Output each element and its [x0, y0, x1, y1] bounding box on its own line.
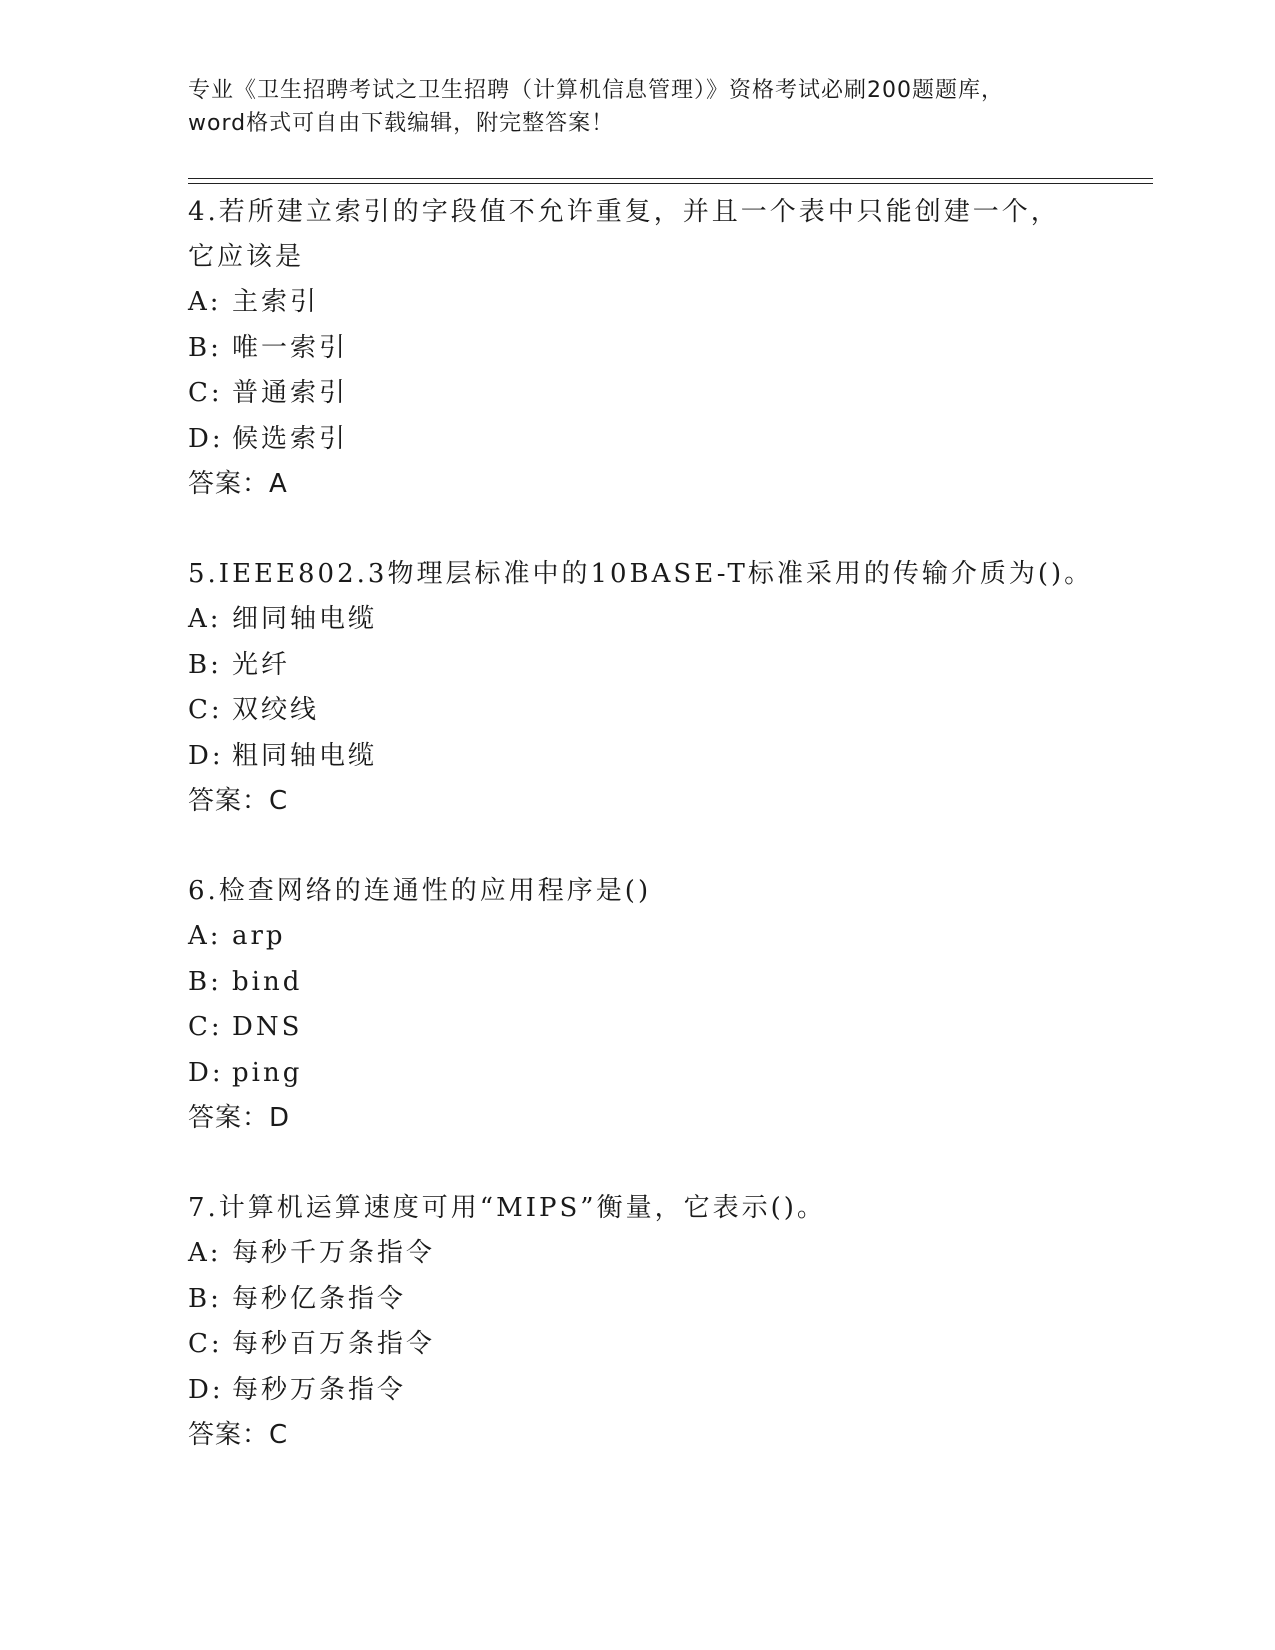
question-4: [188, 190, 1148, 506]
question-5: [188, 552, 1148, 823]
header-line-2: word格式可自由下载编辑，附完整答案！: [188, 111, 615, 136]
option-letter: B:: [188, 649, 222, 680]
option-d: [188, 734, 1148, 780]
question-6: [188, 869, 1148, 1140]
question-list: [188, 190, 1148, 1503]
option-text: 细同轴电缆: [232, 604, 378, 634]
option-letter: C:: [188, 378, 223, 408]
option-letter: A:: [188, 921, 222, 951]
option-letter: A:: [188, 1238, 222, 1268]
option-letter: D:: [188, 740, 224, 771]
option-c: [188, 371, 1148, 417]
option-text: 双绞线: [232, 695, 320, 725]
option-text: bind: [232, 966, 303, 997]
header-divider-top: [188, 178, 1153, 179]
option-a: [188, 1231, 1148, 1277]
option-letter: A:: [188, 604, 222, 634]
option-text: 每秒千万条指令: [232, 1238, 436, 1268]
question-7: [188, 1186, 1148, 1457]
option-letter: D:: [188, 1374, 224, 1405]
option-text: ping: [232, 1057, 303, 1088]
option-letter: B:: [188, 1283, 222, 1314]
answer-line: 答案：A: [188, 469, 288, 499]
option-d: [188, 417, 1148, 463]
header-line-1: 专业《卫生招聘考试之卫生招聘（计算机信息管理）》资格考试必刷200题题库，: [188, 78, 1004, 103]
option-letter: C:: [188, 695, 223, 725]
option-b: [188, 1277, 1148, 1323]
option-a: [188, 597, 1148, 643]
option-c: [188, 688, 1148, 734]
option-letter: C:: [188, 1012, 223, 1042]
option-a: [188, 914, 1148, 960]
question-stem-continued: 它应该是: [188, 242, 305, 272]
option-c: [188, 1005, 1148, 1051]
question-stem: 6.检查网络的连通性的应用程序是(): [188, 876, 652, 906]
option-text: 唯一索引: [232, 332, 349, 363]
option-text: arp: [232, 921, 286, 951]
header-divider-bottom: [188, 183, 1153, 184]
option-text: DNS: [232, 1012, 303, 1042]
option-d: [188, 1368, 1148, 1414]
option-b: [188, 326, 1148, 372]
document-header: [188, 74, 1088, 140]
option-text: 光纤: [232, 649, 291, 680]
option-b: [188, 643, 1148, 689]
option-c: [188, 1322, 1148, 1368]
option-letter: A:: [188, 287, 222, 317]
option-letter: D:: [188, 423, 224, 454]
option-letter: D:: [188, 1057, 224, 1088]
option-text: 每秒万条指令: [232, 1374, 407, 1405]
option-a: [188, 280, 1148, 326]
option-text: 每秒百万条指令: [232, 1329, 436, 1359]
question-stem: 7.计算机运算速度可用“MIPS”衡量，它表示()。: [188, 1193, 826, 1223]
answer-line: 答案：C: [188, 1420, 289, 1450]
option-letter: C:: [188, 1329, 223, 1359]
option-text: 候选索引: [232, 423, 349, 454]
option-text: 每秒亿条指令: [232, 1283, 407, 1314]
option-d: [188, 1051, 1148, 1097]
question-stem: 5.IEEE802.3物理层标准中的10BASE-T标准采用的传输介质为()。: [188, 559, 1094, 589]
question-stem: 4.若所建立索引的字段值不允许重复，并且一个表中只能创建一个，: [188, 197, 1060, 227]
answer-line: 答案：C: [188, 786, 289, 816]
option-letter: B:: [188, 332, 222, 363]
answer-line: 答案：D: [188, 1103, 291, 1133]
option-text: 普通索引: [232, 378, 349, 408]
option-text: 主索引: [232, 287, 320, 317]
option-b: [188, 960, 1148, 1006]
option-letter: B:: [188, 966, 222, 997]
option-text: 粗同轴电缆: [232, 740, 378, 771]
